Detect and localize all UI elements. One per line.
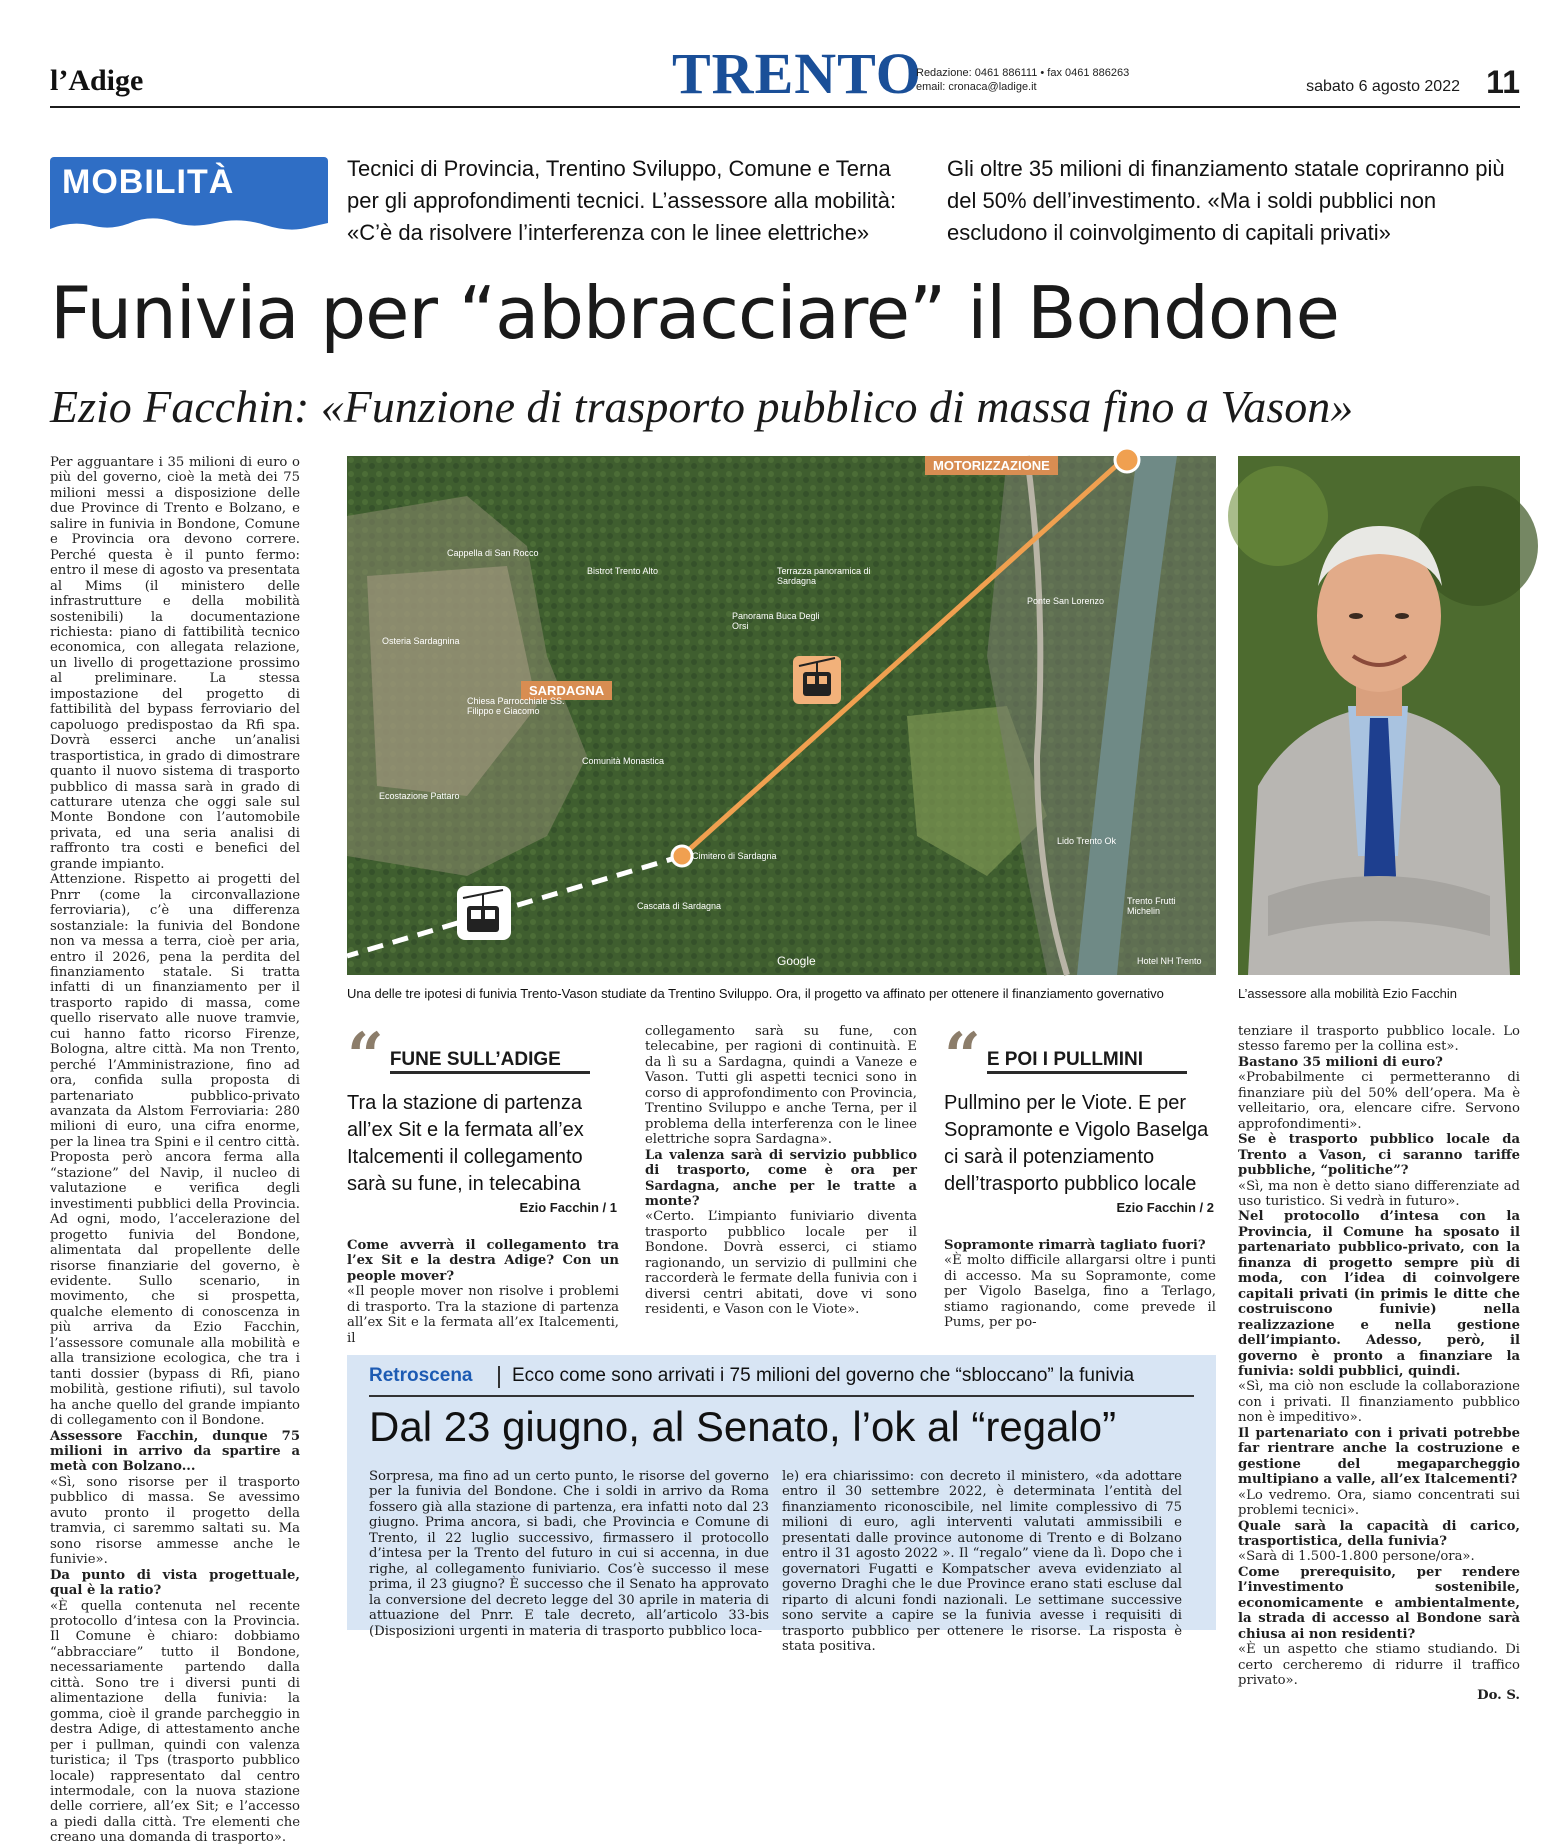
interview-answer: «Lo vedremo. Ora, siamo concentrati sui problemi tecnici». [1238, 1487, 1520, 1519]
interview-question: Il partenariato con i privati potrebbe far rientrare anche la costruzione e gestione del megaparcheggio multipiano a valle, all’ex Italcementi? [1238, 1425, 1520, 1488]
interview-answer: «Certo. L’impianto funiviario diventa trasporto pubblico locale per il Bondone. Dovrà esserci, ci stiamo ragionando, un servizio di pullmini che raccorderà le fermate della funivia con i diversi centri abitati, dove vi sono residenti, e Vason con le Viote». [645, 1209, 917, 1318]
interview-question: Come prerequisito, per rendere l’investimento sostenibile, economicamente e ambientalmente, la strada di accesso al Bondone sarà chiusa ai non residenti? [1238, 1564, 1520, 1642]
interview-question: Quale sarà la capacità di carico, trasportistica, della funivia? [1238, 1518, 1520, 1549]
pull-quote-signature: Ezio Facchin / 1 [519, 1200, 617, 1215]
interview-question: Bastano 35 milioni di euro? [1238, 1054, 1443, 1070]
retroscena-column-2: le) era chiarissimo: con decreto il ministero, «da adottare entro il 30 settembre 2022, è determinata l’entità del finanziamento riconoscibile, nel limite complessivo di 75 milioni di euro, agli interventi valutati ammissibili e presentati dalle province autonome di Trento e di Bolzano entro il 31 agosto 2022 ». Il “regalo” viene da lì. Dopo che i governatori Fugatti e Kompatscher aveva evidenziato al governo Draghi che le due Province erano stati escluse dal riparto di alcuni fondi nazionali. Le settimane successive sono servite a capire se la funivia avesse i requisiti di trasporto pubblico per ottenere le risorse. La risposta è stata positiva. [782, 1469, 1182, 1654]
map-label-sardagna: SARDAGNA [521, 681, 612, 700]
interview-answer: «Sarà di 1.500-1.800 persone/ora». [1238, 1549, 1475, 1565]
interview-answer: «È quella contenuta nel recente protocollo d’intesa con la Provincia. Il Comune è chiaro: dobbiamo “abbracciare” tutto il Bondone, necessariamente partendo dalla città. Sono tre i diversi punti di alimentazione della funivia: la gomma, cioè il grande parcheggio in destra Adige, di attestamento anche per i pullman, quindi con valenza turistica; il Tps (trasporto pubblico locale) rappresentato dal centro intermodale, con la nuova stazione delle corriere, all’ex Sit; e l’accesso a piedi dalla città. Tre elementi che creano una domanda di trasporto». [50, 1598, 300, 1846]
headline: Funivia per “abbracciare” il Bondone [50, 271, 1339, 355]
map-poi: Ecostazione Pattaro [379, 791, 460, 801]
map-caption: Una delle tre ipotesi di funivia Trento-Vason studiate da Trentino Sviluppo. Ora, il progetto va affinato per ottenere il finanziamento governativo [347, 986, 1164, 1001]
retroscena-box [347, 1355, 1216, 1654]
portrait-caption: L’assessore alla mobilità Ezio Facchin [1238, 986, 1457, 1001]
interview-answer: «È molto difficile allargarsi oltre i punti di accesso. Ma su Sopramonte, come per Vigolo Baselga, fino a Terlago, stiamo ragionando, come prevede il Pums, per po- [944, 1253, 1216, 1331]
interview-question: La valenza sarà di servizio pubblico di trasporto, come è ora per Sardagna, anche per le tratte a monte? [645, 1147, 917, 1209]
map-poi: Panorama Buca Degli Orsi [732, 611, 820, 631]
interview-question: Sopramonte rimarrà tagliato fuori? [944, 1238, 1206, 1253]
masthead [50, 40, 1520, 108]
interview-question: Da punto di vista progettuale, qual è la ratio? [50, 1567, 300, 1599]
map-attribution: Google [777, 954, 816, 968]
pull-quote-text: Tra la stazione di partenza all’ex Sit e la fermata all’ex Italcementi il collegamento sarà su fune, in telecabina [347, 1092, 584, 1195]
article-column-3 [645, 1024, 917, 1318]
article-column-2 [347, 1238, 619, 1346]
article-column-1 [50, 455, 300, 1846]
pull-quote-text: Pullmino per le Viote. E per Sopramonte e Vigolo Baselga ci sarà il potenziamento dell’trasporto pubblico locale [944, 1092, 1209, 1195]
interview-answer: «Il people mover non risolve i problemi di trasporto. Tra la stazione di partenza all’ex Sit e la fermata all’ex Italcementi, il [347, 1284, 619, 1346]
pull-quote-label: E POI I PULLMINI [987, 1047, 1187, 1074]
contact-info [916, 66, 1129, 94]
quote-mark-icon: “ [347, 1019, 384, 1094]
publication-date: sabato 6 agosto 2022 [1306, 78, 1460, 95]
portrait-photo [1238, 456, 1520, 975]
retroscena-label: Retroscena [369, 1365, 473, 1386]
pull-quote-signature: Ezio Facchin / 2 [1116, 1200, 1214, 1215]
map-poi: Cappella di San Rocco [447, 548, 539, 558]
article-column-4 [944, 1238, 1216, 1331]
map-poi: Ponte San Lorenzo [1027, 596, 1105, 606]
interview-answer: «È un aspetto che stiamo studiando. Di certo cercheremo di ridurre il traffico privato». [1238, 1642, 1520, 1689]
map-poi: Bistrot Trento Alto [587, 566, 659, 576]
aerial-map [347, 456, 1216, 975]
paragraph: Attenzione. Rispetto ai progetti del Pnrr (come la circonvallazione ferroviaria), c’è una differenza sostanziale: la funivia del Bondone non va messa a terra, cioè per aria, entro il 2026, pena la perdita del finanziamento statale. Si tratta infatti di un finanziamento per il trasporto rapido di massa, come quello riservato alle nuove tramvie, cui hanno fatto ricorso Firenze, Bologna, altre città. Ma non Trento, perché l’Amministrazione, fino ad ora, confida sulla proposta di partenariato pubblico-privato avanzata da Alstom Ferroviaria: 280 milioni di euro, una cifra enorme, per la linea tra Spini e il centro città. Proposta però ancora ferma alla “stazione” del Navip, il nucleo di valutazione e verifica degli investimenti pubblici della Provincia. Ad ogni, modo, l’accelerazione del progetto funivia del Bondone, alimentata dal propellente delle risorse finanziarie del governo, è evidente. Sullo scenario, in movimento, che si prospetta, qualche elemento di conoscenza in più arriva da Ezio Facchin, l’assessore comunale alla mobilità e alla transizione ecologica, che tra i tanti dossier (bypass di Rfi, piano mobilità, gestione rifiuti), sul tavolo ha anche quello del grande impianto di collegamento con il Bondone. [50, 872, 300, 1429]
pull-quote-label: FUNE SULL’ADIGE [390, 1047, 590, 1074]
interview-answer: tenziare il trasporto pubblico locale. Lo stesso faremo per la collina est». [1238, 1024, 1520, 1055]
retroscena-headline: Dal 23 giugno, al Senato, l’ok al “regalo” [369, 1403, 1117, 1450]
section-tag-label: MOBILITÀ [62, 163, 235, 201]
kicker-left: Tecnici di Provincia, Trentino Sviluppo, Comune e Terna per gli approfondimenti tecnici. L’assessore alla mobilità: «C’è da risolvere l’interferenza con le linee elettriche» [347, 156, 897, 245]
divider [498, 1366, 500, 1388]
retroscena-kicker: Ecco come sono arrivati i 75 milioni del governo che “sbloccano” la funivia [512, 1365, 1135, 1386]
cable-car-icon [457, 886, 511, 940]
interview-question: Se è trasporto pubblico locale da Trento a Vason, ci saranno tariffe pubbliche, “politiche”? [1238, 1132, 1520, 1179]
mountain-silhouette-icon [50, 211, 328, 241]
contact-line-2: email: cronaca@ladige.it [916, 81, 1037, 93]
pull-quote-2 [944, 1019, 1214, 1215]
kicker-right: Gli oltre 35 milioni di finanziamento statale copriranno più del 50% dell’investimento. «Ma i soldi pubblici non escludono il coinvolgimento di capitali privati» [947, 156, 1505, 245]
subheadline: Ezio Facchin: «Funzione di trasporto pubblico di massa fino a Vason» [50, 381, 1354, 432]
author-signature: Do. S. [1477, 1688, 1520, 1704]
interview-answer: «Sì, sono risorse per il trasporto pubblico di massa. Se avessimo avuto pronto il progetto della tramvia, ci saremmo saltati su. Ma sono risorse ammesse anche le funivie». [50, 1474, 300, 1568]
map-poi: Osteria Sardagnina [382, 636, 460, 646]
paragraph: Per agguantare i 35 milioni di euro o più del governo, cioè la metà dei 75 milioni messi a disposizione delle due Province di Trento e Bolzano, e salire in funivia in Bondone, Comune e Provincia ora devono correre. Perché questa è il punto fermo: entro il mese di agosto va presentata al Mims (il ministero delle infrastrutture e della mobilità sostenibili) la documentazione richiesta: piano di fattibilità tecnico economica, con allegata relazione, un livello di progettazione prossimo al preliminare. La stessa impostazione del progetto di fattibilità del bypass ferroviario del capoluogo predispostao da Rfi spa. Dovrà esserci anche un’analisi trasportistica, in grado di dimostrare quanto il nuovo sistema di trasporto pubblico di massa sarà in grado di catturare utenza che oggi sale sul Monte Bondone con l’automobile privata, ed una seria analisi di raffronto tra costi e benefici del grande impianto. [50, 455, 300, 872]
interview-question: Come avverrà il collegamento tra l’ex Sit e la destra Adige? Con un people mover? [347, 1238, 619, 1284]
interview-answer: «Sì, ma non è detto siano differenziate ad uso turistico. Si vedrà in futuro». [1238, 1178, 1520, 1209]
quote-mark-icon: “ [944, 1019, 981, 1094]
contact-line-1: Redazione: 0461 886111 • fax 0461 886263 [916, 67, 1130, 79]
map-poi: Lido Trento Ok [1057, 836, 1117, 846]
map-poi: Cascata di Sardagna [637, 901, 722, 911]
map-label-motorizzazione: MOTORIZZAZIONE [925, 456, 1058, 475]
map-poi: Comunità Monastica [582, 756, 665, 766]
section-tag [50, 157, 328, 241]
map-poi: Chiesa Parrocchiale SS. Filippo e Giacomo [467, 696, 565, 716]
divider [369, 1395, 1194, 1397]
cable-car-icon [793, 656, 841, 704]
interview-answer: «Sì, ma ciò non esclude la collaborazione con i privati. Il finanziamento pubblico non è impeditivo». [1238, 1379, 1520, 1426]
article-column-5 [1238, 1024, 1520, 1704]
interview-answer: collegamento sarà su fune, con telecabine, per ragioni di continuità. E da lì su a Sardagna, quindi a Vaneze e Vason. Tutti gli aspetti tecnici sono in corso di approfondimento con Provincia, Trentino Sviluppo e anche Terna, per il problema della interferenza con le linee elettriche sopra Sardagna». [645, 1024, 917, 1148]
newspaper-logo: l’Adige [50, 64, 144, 97]
map-poi: Cimitero di Sardagna [692, 851, 777, 861]
retroscena-column-1: Sorpresa, ma fino ad un certo punto, le risorse del governo per la funivia del Bondone. Che i soldi in arrivo da Roma fossero già alla stazione di partenza, era infatti noto dal 23 giugno. Prima ancora, si badi, che Provincia e Comune di Trento, il 22 luglio successivo, firmassero il protocollo d’intesa per la Trento del futuro in cui si accenna, in due righe, al collegamento funiviario. Cos’è successo il mese prima, il 23 giugno? È successo che il Senato ha approvato la conversione del decreto legge del 30 aprile in materia di attuazione del Pnrr. E tale decreto, all’articolo 33-bis (Disposizioni urgenti in materia di trasporto pubblico loca- [369, 1469, 769, 1639]
interview-answer: «Probabilmente ci permetteranno di finanziare più del 50% dell’opera. Ma è velleitario, ora, elencare cifre. Servono approfondimenti». [1238, 1070, 1520, 1132]
map-poi: Trento Frutti Michelin [1127, 896, 1176, 916]
map-poi: Terrazza panoramica di Sardagna [777, 566, 871, 586]
portrait-image [1238, 456, 1520, 975]
pull-quote-1 [347, 1019, 617, 1215]
map-poi: Hotel NH Trento [1137, 956, 1202, 966]
interview-question: Assessore Facchin, dunque 75 milioni in arrivo da spartire a metà con Bolzano... [50, 1428, 300, 1475]
section-city: TRENTO [672, 41, 922, 106]
page-number: 11 [1486, 64, 1520, 100]
paragraph: Nel protocollo d’intesa con la Provincia, il Comune ha sposato il partenariato pubblico-privato, con la finanza di progetto sempre più di moda, con l’idea di coinvolgere capitali privati (in primis le ditte che costruiscono funivie) nella realizzazione e nella gestione dell’impianto. Adesso, però, il governo è pronto a finanziare la funivia: soldi pubblici, quindi. [1238, 1209, 1520, 1379]
